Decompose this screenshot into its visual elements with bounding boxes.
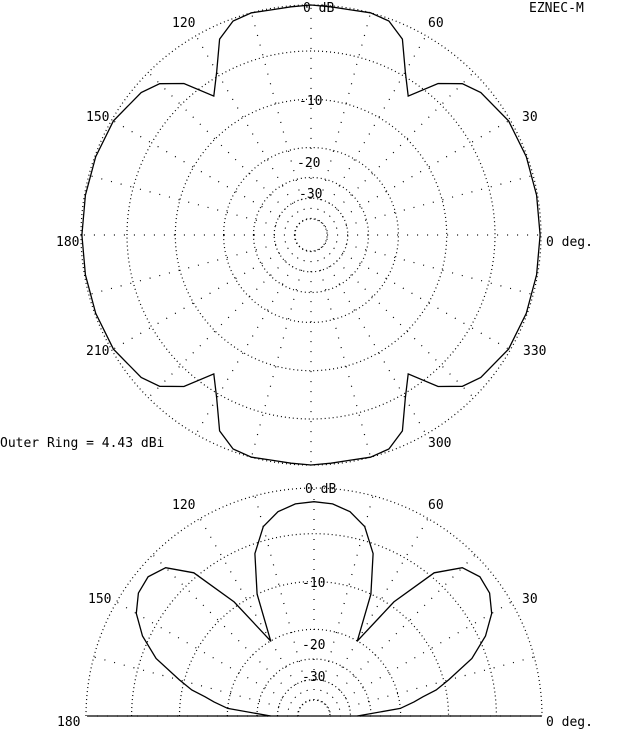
angle-label-300: 300 bbox=[428, 436, 452, 451]
angle-label-0: 0 deg. bbox=[546, 715, 593, 730]
grid-spoke-15 bbox=[329, 657, 534, 712]
grid-spoke-300 bbox=[319, 249, 426, 434]
grid-spoke-195 bbox=[89, 239, 296, 294]
angle-label-30: 30 bbox=[522, 110, 538, 125]
angle-label-30: 30 bbox=[522, 592, 538, 607]
grid-spoke-225 bbox=[148, 246, 299, 397]
grid-spoke-135 bbox=[148, 72, 299, 223]
grid-spoke-150 bbox=[117, 602, 301, 708]
angle-label-150: 150 bbox=[88, 592, 112, 607]
ring-label-0: 0 dB bbox=[305, 482, 337, 497]
angle-label-60: 60 bbox=[428, 16, 444, 31]
program-label: EZNEC-M bbox=[529, 1, 584, 16]
grid-spoke-240 bbox=[196, 249, 303, 434]
ring-label-0: 0 dB bbox=[303, 1, 335, 16]
grid-spoke-165 bbox=[89, 175, 296, 230]
ring-label-1: -10 bbox=[302, 576, 326, 591]
ring-label-3: -30 bbox=[299, 187, 323, 202]
grid-spoke-60 bbox=[319, 36, 426, 221]
angle-label-210: 210 bbox=[86, 344, 110, 359]
grid-spoke-15 bbox=[327, 175, 534, 230]
angle-label-120: 120 bbox=[172, 498, 196, 513]
angle-label-60: 60 bbox=[428, 498, 444, 513]
angle-label-180: 180 bbox=[57, 715, 81, 730]
grid-spoke-60 bbox=[322, 519, 428, 703]
grid-spoke-255 bbox=[251, 251, 306, 458]
grid-spoke-330 bbox=[325, 243, 510, 350]
grid-spoke-120 bbox=[196, 36, 303, 221]
grid-spoke-345 bbox=[327, 239, 534, 294]
azimuth-pattern-line bbox=[82, 5, 540, 465]
elevation-angle-labels bbox=[57, 498, 593, 730]
grid-spoke-165 bbox=[94, 657, 299, 712]
angle-label-180: 180 bbox=[56, 235, 80, 250]
azimuth-plot bbox=[0, 1, 593, 465]
angle-label-330: 330 bbox=[523, 344, 547, 359]
angle-label-150: 150 bbox=[86, 110, 110, 125]
angle-label-0: 0 deg. bbox=[546, 235, 593, 250]
grid-ring-2 bbox=[175, 99, 446, 370]
grid-spoke-30 bbox=[328, 602, 512, 708]
grid-spoke-45 bbox=[322, 72, 473, 223]
ring-label-1: -10 bbox=[299, 94, 323, 109]
elevation-plot bbox=[57, 482, 593, 730]
grid-spoke-210 bbox=[112, 243, 297, 350]
grid-ring-1 bbox=[132, 534, 497, 716]
grid-spoke-135 bbox=[153, 555, 303, 705]
grid-spoke-285 bbox=[315, 251, 370, 458]
grid-spoke-315 bbox=[322, 246, 473, 397]
grid-spoke-45 bbox=[325, 555, 475, 705]
outer-ring-label: Outer Ring = 4.43 dBi bbox=[0, 436, 165, 451]
elevation-ring-labels bbox=[302, 482, 336, 685]
grid-ring-6 bbox=[295, 219, 327, 251]
grid-ring-0 bbox=[81, 5, 541, 465]
grid-spoke-120 bbox=[200, 519, 306, 703]
grid-spoke-150 bbox=[112, 120, 297, 227]
angle-label-120: 120 bbox=[172, 16, 196, 31]
azimuth-grid-rings bbox=[81, 5, 541, 465]
azimuth-grid-spokes bbox=[81, 5, 541, 465]
azimuth-ring-labels bbox=[297, 1, 334, 202]
ring-label-2: -20 bbox=[302, 638, 326, 653]
grid-ring-6 bbox=[298, 700, 330, 716]
ring-label-3: -30 bbox=[302, 670, 326, 685]
grid-ring-4 bbox=[257, 659, 371, 716]
grid-spoke-75 bbox=[315, 13, 370, 220]
grid-spoke-30 bbox=[325, 120, 510, 227]
ring-label-2: -20 bbox=[297, 156, 321, 171]
